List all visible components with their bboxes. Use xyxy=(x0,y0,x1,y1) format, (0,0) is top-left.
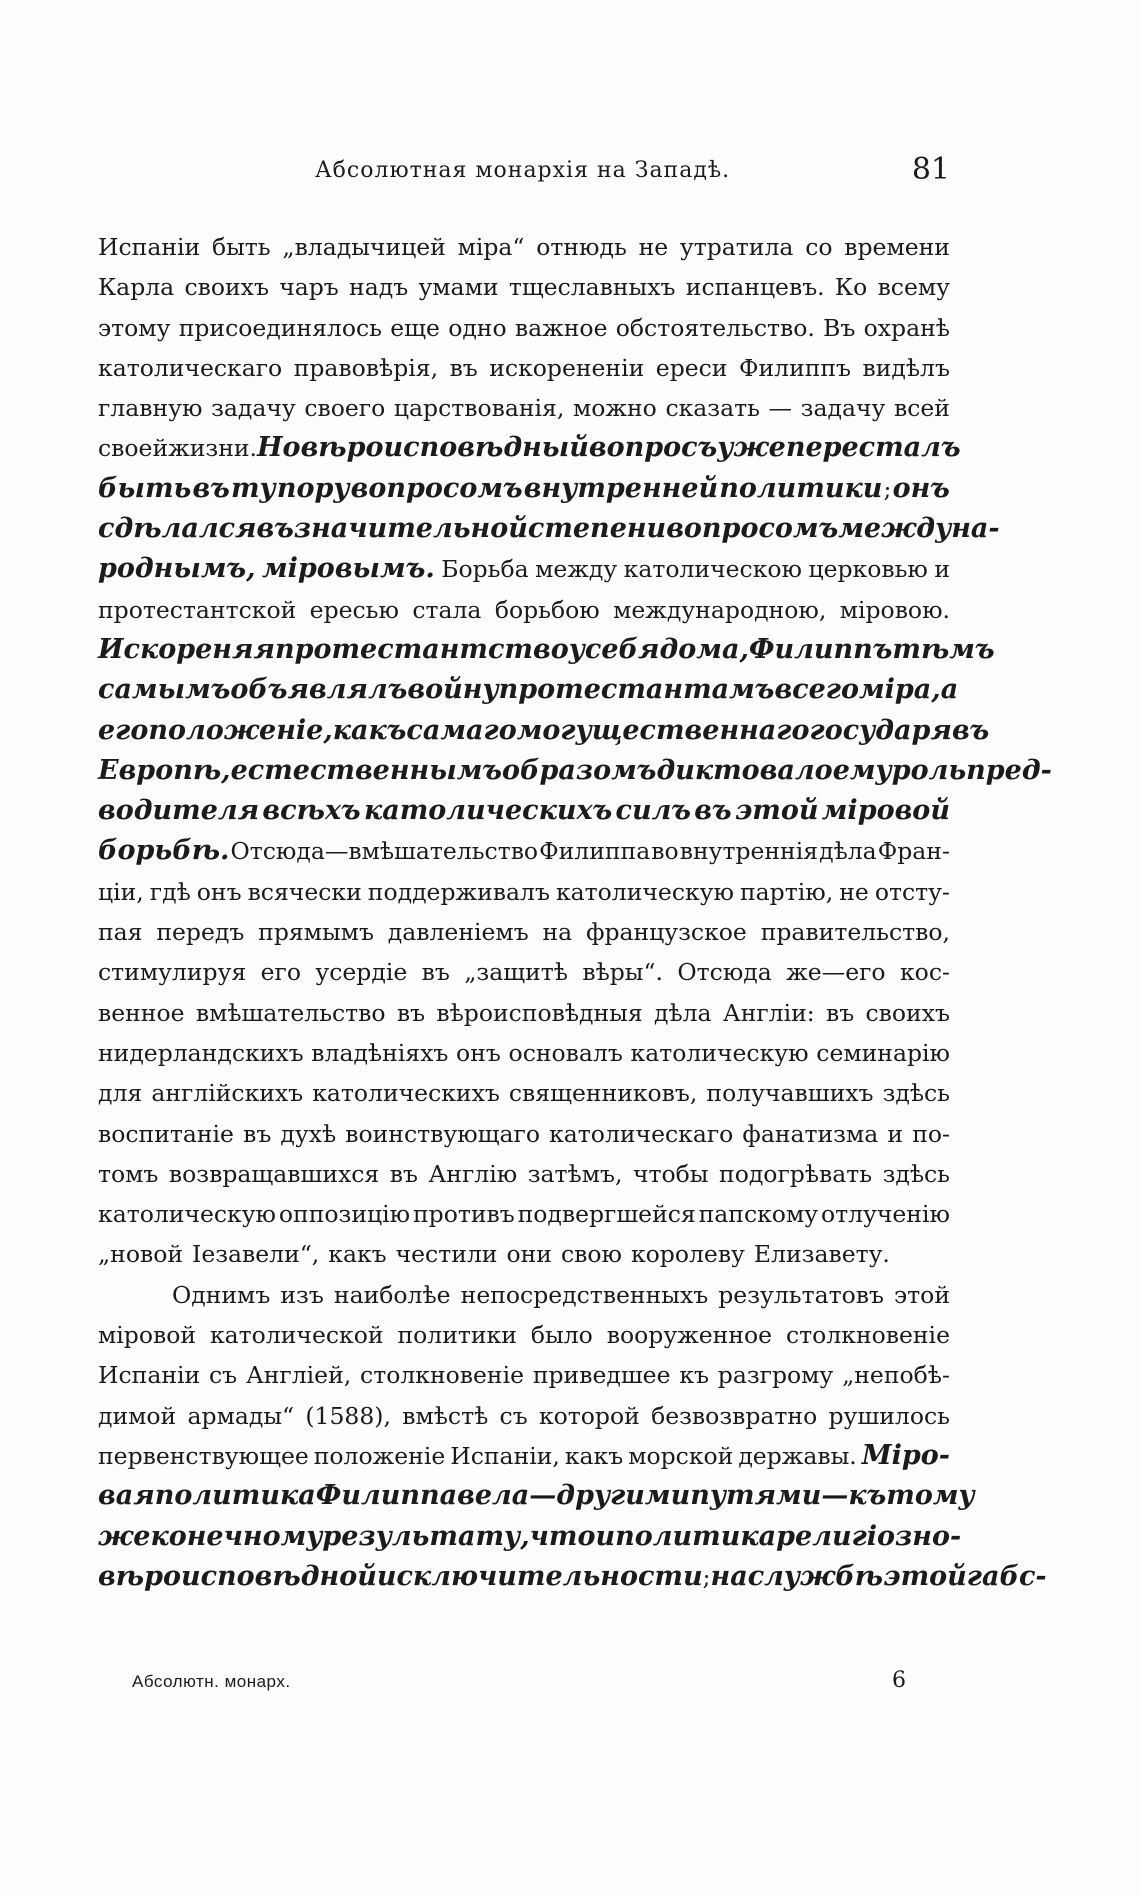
word: подвергшейся xyxy=(517,1200,696,1229)
word: было xyxy=(530,1321,593,1350)
word: французское xyxy=(586,918,747,947)
word: не xyxy=(839,877,869,906)
word: давленіемъ xyxy=(387,918,529,947)
text-line xyxy=(98,1033,950,1073)
word: всему xyxy=(877,273,950,302)
word: Борьба xyxy=(441,555,529,584)
emphasis-word: образомъ xyxy=(502,754,657,786)
word: армады“ xyxy=(187,1401,295,1430)
word: Испаніи xyxy=(98,1361,201,1390)
word: католическихъ xyxy=(312,1079,500,1108)
word: всячески xyxy=(247,877,362,906)
word: быть xyxy=(211,233,271,261)
word: воинствующаго xyxy=(345,1119,540,1148)
word: для xyxy=(98,1079,143,1108)
text-line xyxy=(98,469,950,509)
emphasis-word: могущественнаго xyxy=(516,714,810,746)
word: королеву xyxy=(630,1240,745,1269)
word: надъ xyxy=(349,273,409,302)
emphasis-word: въ xyxy=(192,472,230,504)
word: отсту- xyxy=(874,877,950,906)
text-line xyxy=(98,549,950,589)
word: какъ xyxy=(328,1240,387,1269)
word: международною, xyxy=(613,595,827,624)
emphasis-word: и xyxy=(595,1520,616,1552)
emphasis-word: внутренней xyxy=(523,472,719,504)
word: онъ xyxy=(196,877,242,906)
emphasis-word: вопросъ xyxy=(588,432,718,464)
word: ересью xyxy=(309,595,399,624)
word: его xyxy=(260,958,301,987)
emphasis-word: Искореняя xyxy=(98,633,275,665)
word: морской xyxy=(628,1441,734,1470)
word: своего xyxy=(304,394,386,423)
emphasis-word: борьбѣ. xyxy=(98,835,230,867)
word: присоединялось xyxy=(178,313,382,342)
emphasis-word: вѣроисповѣдный xyxy=(300,432,589,464)
word: внутреннія xyxy=(679,837,819,866)
word: Англіей, xyxy=(245,1361,352,1390)
word: семинарію xyxy=(816,1038,950,1067)
body-text xyxy=(98,227,1052,1597)
word: Англію xyxy=(428,1159,518,1188)
word: которой xyxy=(538,1401,640,1430)
word: католическаго xyxy=(549,1119,734,1148)
emphasis-word: пред- xyxy=(966,754,1052,786)
emphasis-word: Но xyxy=(257,432,301,464)
word: Отсюда—вмѣшательство xyxy=(230,837,539,866)
emphasis-word: Европѣ, xyxy=(98,754,231,786)
word: въ xyxy=(243,1119,272,1148)
word: Елизавету. xyxy=(753,1240,890,1269)
text-line xyxy=(98,630,995,670)
text-line xyxy=(98,993,950,1033)
text-line xyxy=(98,267,950,307)
word: тщеславныхъ xyxy=(508,273,676,302)
emphasis-word: Филиппа xyxy=(315,1480,458,1512)
word: (1588), xyxy=(305,1401,391,1430)
word: въ xyxy=(421,958,450,987)
running-head xyxy=(100,152,950,198)
word: утратила xyxy=(679,233,794,261)
word: поддерживалъ xyxy=(367,877,550,906)
word: и xyxy=(934,555,950,584)
emphasis-word: вопросомъ xyxy=(666,513,839,545)
word: столкновеніе xyxy=(360,1361,525,1390)
emphasis-word: вопросомъ xyxy=(350,472,523,504)
emphasis-word: тѣмъ xyxy=(892,633,995,665)
word: непосредственныхъ xyxy=(460,1280,709,1309)
word: важное xyxy=(514,313,608,342)
word: кос- xyxy=(899,958,950,987)
emphasis-word: протестантамъ xyxy=(498,674,775,706)
word: ереси xyxy=(655,353,728,382)
emphasis-word: міра, xyxy=(859,674,941,706)
word: чтобы xyxy=(632,1159,709,1188)
emphasis-word: вела—другими xyxy=(457,1480,691,1512)
word: Филиппъ xyxy=(738,353,852,382)
word: здѣсь xyxy=(882,1159,950,1188)
emphasis-word: на xyxy=(710,1560,748,1592)
emphasis-word: себя xyxy=(584,633,660,665)
word: главную xyxy=(98,394,203,423)
text-line xyxy=(98,791,950,831)
word: правительство, xyxy=(760,918,950,947)
word: вмѣстѣ xyxy=(402,1401,489,1430)
word: вѣры“. xyxy=(582,958,663,987)
word: сказать xyxy=(665,394,760,423)
emphasis-word: результату, xyxy=(322,1520,530,1552)
emphasis-word: Филиппъ xyxy=(748,633,893,665)
word: здѣсь xyxy=(882,1079,950,1108)
word: — xyxy=(768,394,793,423)
word: основалъ xyxy=(508,1038,623,1067)
word: Англіи: xyxy=(722,998,815,1027)
text-line xyxy=(98,388,950,428)
emphasis-word: быть xyxy=(98,472,192,504)
word: вооруженное xyxy=(606,1321,773,1350)
word: Отсюда xyxy=(677,958,772,987)
emphasis-word: Міро- xyxy=(861,1439,950,1471)
emphasis-word: степени xyxy=(527,513,667,545)
word: католическую xyxy=(630,1038,809,1067)
word: міровой xyxy=(98,1321,197,1350)
emphasis-word: протестантство xyxy=(274,633,569,665)
word: церковью xyxy=(808,555,928,584)
emphasis-word: политики xyxy=(719,472,883,504)
word: правовѣрія, xyxy=(293,353,439,382)
page-number: 81 xyxy=(911,152,950,187)
word: первенствующее xyxy=(98,1441,309,1470)
word: же—его xyxy=(786,958,886,987)
emphasis-word: диктовало xyxy=(656,754,833,786)
text-line xyxy=(98,590,950,630)
emphasis-word: уже xyxy=(717,432,786,464)
word: въ xyxy=(396,998,426,1027)
text-line xyxy=(98,1114,950,1154)
word: политики xyxy=(397,1321,517,1350)
word: отлученію xyxy=(820,1200,950,1229)
emphasis-word: какъ xyxy=(332,714,407,746)
text-line xyxy=(98,509,1000,549)
word: папскому xyxy=(698,1200,819,1229)
word: на xyxy=(542,918,573,947)
text-line xyxy=(98,1436,950,1476)
text-line xyxy=(98,1557,1047,1597)
word: своихъ xyxy=(865,998,950,1027)
word: венное xyxy=(98,998,185,1027)
emphasis-word: этой xyxy=(883,1560,967,1592)
emphasis-word: исключительности xyxy=(376,1560,703,1592)
word: Карла xyxy=(98,273,175,302)
text-line xyxy=(98,1194,950,1234)
word: они xyxy=(506,1240,552,1269)
word: пая xyxy=(98,918,143,947)
word: ціи, xyxy=(98,877,144,906)
emphasis-word: онъ xyxy=(892,472,950,504)
word: столкновеніе xyxy=(786,1321,950,1350)
text-line xyxy=(98,912,950,952)
emphasis-word: тому xyxy=(886,1480,975,1512)
word: съ xyxy=(209,1361,238,1390)
emphasis-word: ему xyxy=(832,754,892,786)
emphasis-word: сдѣлался xyxy=(98,513,257,545)
emphasis-word: службѣ xyxy=(747,1560,884,1592)
word: всей xyxy=(893,394,950,423)
word: дѣла xyxy=(653,998,712,1027)
word: стимулируя xyxy=(98,958,247,987)
word: въ xyxy=(449,353,478,382)
word: священниковъ, xyxy=(508,1079,698,1108)
word: въ xyxy=(826,998,855,1027)
word: честили xyxy=(395,1240,498,1269)
word: передъ xyxy=(156,918,245,947)
emphasis-word: ту xyxy=(230,472,276,504)
word: Фран- xyxy=(877,837,950,866)
word: ; xyxy=(702,1562,711,1591)
word: этому xyxy=(98,313,171,342)
word: со xyxy=(805,233,833,261)
emphasis-word: политика xyxy=(615,1520,777,1552)
word: задачу xyxy=(211,394,296,423)
word: фанатизма xyxy=(742,1119,879,1148)
word: чаръ xyxy=(279,273,339,302)
text-line xyxy=(98,952,950,992)
word: свою xyxy=(560,1240,622,1269)
word: времени xyxy=(844,233,950,261)
word: отнюдь xyxy=(536,233,627,261)
word: возвращавшихся xyxy=(168,1159,380,1188)
text-line xyxy=(98,348,950,388)
word: міра“ xyxy=(457,233,525,261)
word: католической xyxy=(209,1321,384,1350)
emphasis-word: значительной xyxy=(293,513,528,545)
word: католическую xyxy=(98,1200,277,1229)
word: противъ xyxy=(412,1200,515,1229)
emphasis-word: пору xyxy=(276,472,350,504)
word: царствованія, xyxy=(393,394,565,423)
emphasis-word: самаго xyxy=(406,714,517,746)
word: Ко xyxy=(834,273,868,302)
word: онъ xyxy=(456,1038,501,1067)
emphasis-word: вая xyxy=(98,1480,155,1512)
word: подогрѣвать xyxy=(719,1159,873,1188)
word: протестантской xyxy=(98,595,297,624)
emphasis-word: конечному xyxy=(150,1520,323,1552)
emphasis-word: войну xyxy=(407,674,499,706)
text-line xyxy=(98,872,950,912)
emphasis-word: міровымъ. xyxy=(262,553,435,585)
word: положеніе xyxy=(313,1441,446,1470)
word: и xyxy=(887,1119,904,1148)
word: можно xyxy=(572,394,657,423)
word: усердіе xyxy=(315,958,408,987)
text-line xyxy=(98,751,1052,791)
word: между xyxy=(535,555,618,584)
emphasis-word: этой xyxy=(734,795,819,827)
emphasis-word: католическихъ xyxy=(363,795,613,827)
emphasis-word: дома, xyxy=(659,633,749,665)
emphasis-word: что xyxy=(529,1520,596,1552)
text-line xyxy=(98,1355,950,1395)
emphasis-word: религіозно- xyxy=(776,1520,962,1552)
word: англійскихъ xyxy=(151,1079,304,1108)
word: разгрому xyxy=(717,1361,834,1390)
emphasis-word: роль xyxy=(891,754,967,786)
word: оппозицію xyxy=(278,1200,411,1229)
page-footer xyxy=(132,1668,912,1702)
emphasis-word: водителя xyxy=(98,795,260,827)
word: „владычицей xyxy=(282,233,446,261)
word: получавшихъ xyxy=(706,1079,874,1108)
word: нидерландскихъ xyxy=(98,1038,304,1067)
text-line xyxy=(98,831,950,871)
word: томъ xyxy=(98,1159,159,1188)
emphasis-word: въ xyxy=(256,513,294,545)
word: вѣроисповѣдныя xyxy=(436,998,643,1027)
emphasis-word: у xyxy=(568,633,585,665)
word: своихъ xyxy=(184,273,269,302)
emphasis-word: силъ xyxy=(615,795,691,827)
emphasis-word: пересталъ xyxy=(785,432,961,464)
word: охранѣ xyxy=(863,313,950,342)
emphasis-word: въ xyxy=(694,795,732,827)
text-line xyxy=(98,1154,950,1194)
text-line xyxy=(98,711,990,751)
text-line xyxy=(98,1315,950,1355)
sheet-number: 6 xyxy=(892,1668,906,1693)
emphasis-word: въ xyxy=(951,714,990,746)
word: не xyxy=(638,233,669,261)
word: видѣлъ xyxy=(862,353,950,382)
text-line xyxy=(98,670,959,710)
word: задачу xyxy=(800,394,886,423)
text-line xyxy=(98,227,950,267)
emphasis-word: же xyxy=(98,1520,151,1552)
word: своей xyxy=(98,434,169,463)
word: борьбою xyxy=(494,595,600,624)
word: міровою. xyxy=(839,595,950,624)
emphasis-word: объявлялъ xyxy=(230,674,408,706)
word: результатовъ xyxy=(718,1280,884,1309)
emphasis-word: всѣхъ xyxy=(262,795,361,827)
emphasis-word: міровой xyxy=(821,795,950,827)
word: Въ xyxy=(823,313,856,342)
word: католическую xyxy=(555,877,734,906)
word: прямымъ xyxy=(258,918,374,947)
text-line xyxy=(98,1073,950,1113)
word: въ xyxy=(389,1159,418,1188)
word: „защитѣ xyxy=(464,958,568,987)
running-title: Абсолютная монархія на Западѣ. xyxy=(315,158,731,183)
text-line xyxy=(98,1234,950,1274)
word: духѣ xyxy=(280,1119,337,1148)
word: Однимъ xyxy=(172,1280,271,1309)
word: испанцевъ. xyxy=(685,273,825,302)
word: Филиппа xyxy=(539,837,651,866)
emphasis-word: габс- xyxy=(966,1560,1047,1592)
word: Испаніи xyxy=(98,233,201,261)
word: „непобѣ- xyxy=(842,1361,950,1390)
signature-mark: Абсолютн. монарх. xyxy=(132,1672,291,1691)
word: къ xyxy=(679,1361,709,1390)
word: во xyxy=(651,837,679,866)
word: съ xyxy=(499,1401,528,1430)
emphasis-word: путями—къ xyxy=(690,1480,887,1512)
word: Іезавели“, xyxy=(192,1240,320,1269)
word: затѣмъ, xyxy=(527,1159,623,1188)
word: стала xyxy=(412,595,482,624)
word: одно xyxy=(448,313,507,342)
text-line xyxy=(98,1517,962,1557)
word: искорененіи xyxy=(489,353,645,382)
word: вмѣшательство xyxy=(195,998,386,1027)
word: дѣла xyxy=(819,837,877,866)
word: ; xyxy=(883,474,892,503)
word: владѣніяхъ xyxy=(311,1038,449,1067)
emphasis-word: естественнымъ xyxy=(230,754,503,786)
word: наиболѣе xyxy=(333,1280,451,1309)
word: католическою xyxy=(623,555,802,584)
text-line xyxy=(98,1275,950,1315)
text-line xyxy=(98,428,961,468)
word: Испаніи, xyxy=(450,1441,560,1470)
text-line xyxy=(98,1476,975,1516)
emphasis-word: роднымъ, xyxy=(98,553,256,585)
word: жизни. xyxy=(168,434,258,463)
emphasis-word: вѣроисповѣдной xyxy=(98,1560,377,1592)
word: безвозвратно xyxy=(651,1401,818,1430)
word: гдѣ xyxy=(149,877,191,906)
word: обстоятельство. xyxy=(615,313,815,342)
emphasis-word: политика xyxy=(154,1480,316,1512)
text-line xyxy=(98,1396,950,1436)
word: воспитаніе xyxy=(98,1119,234,1148)
word: державы. xyxy=(738,1441,857,1470)
emphasis-word: его xyxy=(98,714,149,746)
word: католическаго xyxy=(98,353,283,382)
word: димой xyxy=(98,1401,177,1430)
word: рушилось xyxy=(828,1401,950,1430)
word: еще xyxy=(390,313,440,342)
word: „новой xyxy=(98,1240,184,1269)
emphasis-word: всего xyxy=(774,674,859,706)
emphasis-word: положеніе, xyxy=(148,714,333,746)
emphasis-word: а xyxy=(940,674,959,706)
emphasis-word: государя xyxy=(809,714,952,746)
word: умами xyxy=(418,273,499,302)
word: этой xyxy=(894,1280,950,1309)
word: изъ xyxy=(280,1280,324,1309)
emphasis-word: междуна- xyxy=(838,513,1000,545)
text-line xyxy=(98,308,950,348)
word: какъ xyxy=(564,1441,624,1470)
word: партію, xyxy=(740,877,834,906)
word: приведшее xyxy=(532,1361,671,1390)
word: по- xyxy=(912,1119,950,1148)
emphasis-word: самымъ xyxy=(98,674,231,706)
